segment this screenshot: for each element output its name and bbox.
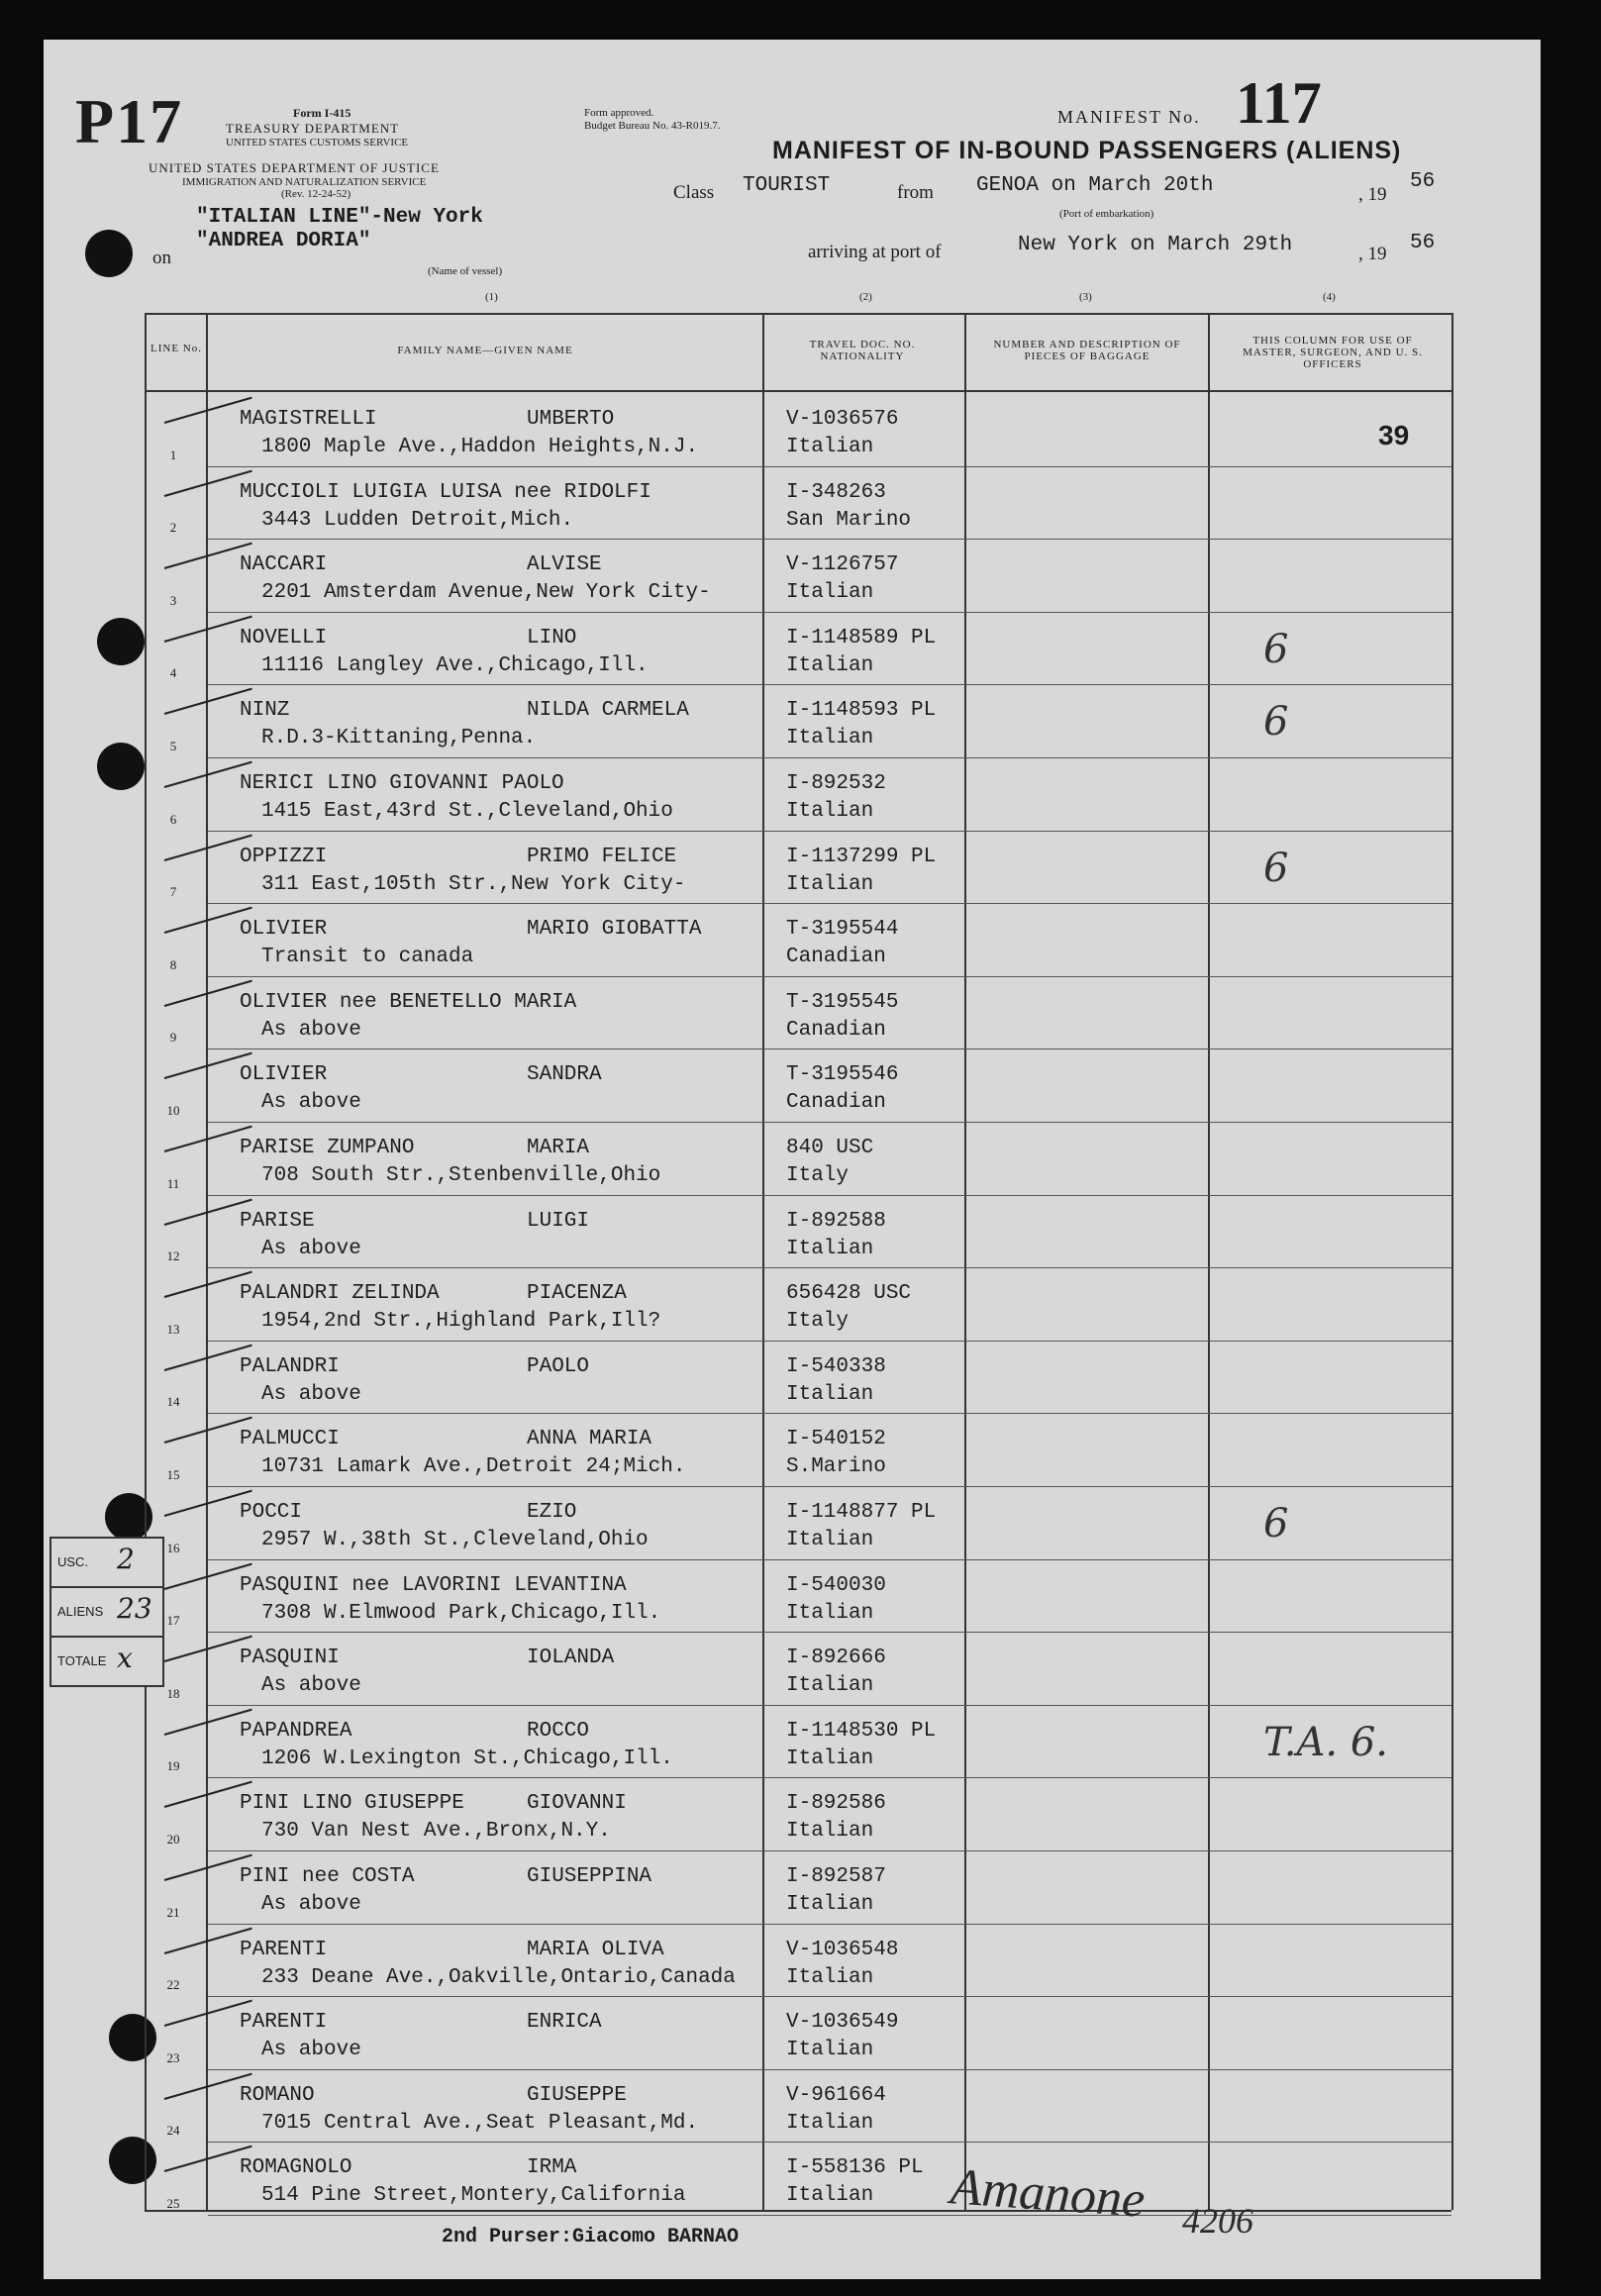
travel-doc-number: T-3195545 xyxy=(786,990,899,1014)
handwritten-note: 4206 xyxy=(1182,2201,1253,2241)
nationality: S.Marino xyxy=(786,1455,886,1479)
address: 730 Van Nest Ave.,Bronx,N.Y. xyxy=(261,1820,611,1844)
family-name: OLIVIER xyxy=(240,918,328,942)
address: 11116 Langley Ave.,Chicago,Ill. xyxy=(261,653,649,677)
table-row xyxy=(145,904,1451,977)
table-right-border xyxy=(1451,313,1453,2210)
port-embarkation-label: (Port of embarkation) xyxy=(1059,208,1154,220)
nationality: Italian xyxy=(786,1820,874,1844)
nationality: Italian xyxy=(786,1674,874,1698)
nationality: Italian xyxy=(786,436,874,458)
family-name: ROMAGNOLO xyxy=(240,2156,352,2180)
budget-bureau: Budget Bureau No. 43-R019.7. xyxy=(584,120,721,132)
family-name: NOVELLI xyxy=(240,626,328,649)
given-name: ANNA MARIA xyxy=(527,1428,652,1451)
travel-doc-number: T-3195546 xyxy=(786,1063,899,1087)
officer-note: 6 xyxy=(1263,699,1289,746)
address: R.D.3-Kittaning,Penna. xyxy=(261,727,537,750)
given-name: LINO xyxy=(527,626,577,649)
address: 1800 Maple Ave.,Haddon Heights,N.J. xyxy=(261,436,699,458)
table-row xyxy=(145,977,1451,1050)
baggage-header: NUMBER AND DESCRIPTION OF PIECES OF BAGGAGE xyxy=(993,339,1181,362)
family-name: PARENTI xyxy=(240,1938,328,1961)
address: 514 Pine Street,Montery,California xyxy=(261,2184,686,2208)
punch-hole xyxy=(97,618,145,665)
nationality: Canadian xyxy=(786,946,886,969)
nationality: Italy xyxy=(786,1164,850,1187)
from-value: GENOA on March 20th xyxy=(976,174,1214,197)
line-number: 22 xyxy=(166,1977,180,1993)
column-number: (3) xyxy=(1079,291,1092,303)
line-number: 17 xyxy=(166,1613,180,1629)
table-row xyxy=(145,540,1451,613)
travel-doc-number: V-961664 xyxy=(786,2083,886,2107)
travel-doc-number: I-892588 xyxy=(786,1209,886,1233)
purser-signature-line: 2nd Purser:Giacomo BARNAO xyxy=(442,2226,740,2248)
address: As above xyxy=(261,2039,361,2062)
travel-doc-number: I-1137299 PL xyxy=(786,845,937,868)
travel-doc-number: I-892532 xyxy=(786,772,886,795)
vessel-line: "ITALIAN LINE"-New York xyxy=(196,206,483,229)
given-name: NILDA CARMELA xyxy=(527,699,689,723)
given-name: PRIMO FELICE xyxy=(527,845,677,868)
line-number: 20 xyxy=(166,1831,180,1847)
manifest-label: MANIFEST No. xyxy=(1057,107,1201,127)
table-row xyxy=(145,685,1451,758)
travel-doc-number: 656428 USC xyxy=(786,1282,912,1306)
address: As above xyxy=(261,1382,361,1406)
line-number: 25 xyxy=(166,2195,180,2211)
line-number: 7 xyxy=(169,884,177,900)
arriving-value: New York on March 29th xyxy=(1018,234,1293,256)
table-row xyxy=(145,1925,1451,1998)
officer-note: 6 xyxy=(1263,1501,1289,1547)
travel-doc-number: I-892587 xyxy=(786,1865,886,1888)
family-name: OLIVIER xyxy=(240,1063,328,1087)
address: As above xyxy=(261,1674,361,1698)
officer-total: 39 xyxy=(1378,420,1410,450)
nationality: Italian xyxy=(786,1965,874,1989)
from-label: from xyxy=(897,182,934,203)
column-number: (1) xyxy=(485,291,498,303)
family-name: NINZ xyxy=(240,699,290,723)
line-number: 11 xyxy=(166,1175,180,1191)
table-row xyxy=(145,2070,1451,2144)
given-name: MARIO GIOBATTA xyxy=(527,918,702,942)
family-name: ROMANO xyxy=(240,2083,315,2107)
given-name: GIUSEPPE xyxy=(527,2083,627,2107)
year-value: 56 xyxy=(1410,232,1436,254)
table-row xyxy=(145,832,1451,905)
line-number: 5 xyxy=(169,738,177,753)
line-number: 9 xyxy=(169,1030,177,1046)
vessel-name-label: (Name of vessel) xyxy=(428,265,503,277)
given-name: IRMA xyxy=(527,2156,577,2180)
travel-doc-number: V-1036549 xyxy=(786,2011,899,2035)
line-number: 6 xyxy=(169,811,177,827)
family-name: PARENTI xyxy=(240,2011,328,2035)
address: 1954,2nd Str.,Highland Park,Ill? xyxy=(261,1310,661,1334)
table-row xyxy=(145,467,1451,541)
class-value: TOURIST xyxy=(743,174,831,197)
row-divider xyxy=(208,2215,1451,2216)
travel-doc-number: I-540030 xyxy=(786,1573,886,1597)
on-label: on xyxy=(152,248,171,268)
line-number: 12 xyxy=(166,1248,180,1264)
officer-note: T.A. 6. xyxy=(1263,1719,1388,1765)
line-number: 24 xyxy=(166,2123,180,2139)
nationality: Italian xyxy=(786,581,874,605)
table-row xyxy=(145,1778,1451,1851)
travel-doc-number: V-1036548 xyxy=(786,1938,899,1961)
table-row xyxy=(145,758,1451,832)
given-name: EZIO xyxy=(527,1501,577,1524)
treasury-department: TREASURY DEPARTMENT xyxy=(226,121,400,136)
family-name: MUCCIOLI LUIGIA LUISA nee RIDOLFI xyxy=(240,480,651,504)
total-count: TOTALE x xyxy=(57,1642,133,1674)
table-row xyxy=(145,394,1451,467)
address: 7015 Central Ave.,Seat Pleasant,Md. xyxy=(261,2111,699,2135)
address: 708 South Str.,Stenbenville,Ohio xyxy=(261,1164,661,1187)
address: As above xyxy=(261,1018,361,1042)
nationality: Italian xyxy=(786,1893,874,1916)
given-name: UMBERTO xyxy=(527,408,615,431)
line-number: 16 xyxy=(166,1540,180,1555)
manifest-number: 117 xyxy=(1236,70,1322,136)
family-name: PASQUINI xyxy=(240,1647,340,1670)
family-name: PARISE xyxy=(240,1209,315,1233)
table-row xyxy=(145,1414,1451,1487)
address: 1206 W.Lexington St.,Chicago,Ill. xyxy=(261,1747,673,1770)
nationality: Italian xyxy=(786,1382,874,1406)
given-name: GIOVANNI xyxy=(527,1792,627,1816)
table-row xyxy=(145,1196,1451,1269)
family-name: POCCI xyxy=(240,1501,303,1524)
line-number: 14 xyxy=(166,1394,180,1410)
given-name: ENRICA xyxy=(527,2011,602,2035)
column-number: (4) xyxy=(1323,291,1336,303)
nationality: Italian xyxy=(786,727,874,750)
family-name: PARISE ZUMPANO xyxy=(240,1137,415,1159)
nationality: Italian xyxy=(786,653,874,677)
travel-doc-number: T-3195544 xyxy=(786,918,899,942)
nationality: Italian xyxy=(786,2111,874,2135)
family-name: PALANDRI ZELINDA xyxy=(240,1282,440,1306)
class-label: Class xyxy=(673,182,715,203)
address: 1415 East,43rd St.,Cleveland,Ohio xyxy=(261,800,673,823)
address: 311 East,105th Str.,New York City- xyxy=(261,872,686,896)
handwritten-p17: P17 xyxy=(75,86,184,156)
family-name: OLIVIER nee BENETELLO MARIA xyxy=(240,990,577,1014)
form-revision: (Rev. 12-24-52) xyxy=(281,188,351,200)
nationality: Canadian xyxy=(786,1091,886,1115)
line-number: 23 xyxy=(166,2049,180,2065)
table-row xyxy=(145,2143,1451,2216)
address: As above xyxy=(261,1237,361,1260)
usc-count: USC. 2 xyxy=(51,1539,162,1588)
given-name: PIACENZA xyxy=(527,1282,627,1306)
immigration-service: IMMIGRATION AND NATURALIZATION SERVICE xyxy=(182,176,427,188)
nationality: Italian xyxy=(786,1747,874,1770)
nationality: Italian xyxy=(786,1237,874,1260)
address: 10731 Lamark Ave.,Detroit 24;Mich. xyxy=(261,1455,686,1479)
nationality: Italian xyxy=(786,2039,874,2062)
travel-doc-number: I-558136 PL xyxy=(786,2156,924,2180)
officer-note: 6 xyxy=(1263,845,1289,891)
table-row xyxy=(145,1997,1451,2070)
travel-doc-number: V-1036576 xyxy=(786,408,899,431)
officers-header: THIS COLUMN FOR USE OF MASTER, SURGEON, AND U. S. OFFICERS xyxy=(1243,335,1423,370)
nationality: Italy xyxy=(786,1310,850,1334)
manifest-title: MANIFEST OF IN-BOUND PASSENGERS (ALIENS) xyxy=(772,137,1402,164)
officer-note: 6 xyxy=(1263,626,1289,672)
given-name: GIUSEPPINA xyxy=(527,1865,652,1888)
table-row xyxy=(145,1560,1451,1634)
address: 233 Deane Ave.,Oakville,Ontario,Canada xyxy=(261,1965,736,1989)
family-name: PALANDRI xyxy=(240,1354,340,1378)
given-name: MARIA xyxy=(527,1137,590,1159)
line-number: 2 xyxy=(169,520,177,536)
travel-doc-number: I-892586 xyxy=(786,1792,886,1816)
travel-doc-number: I-1148589 PL xyxy=(786,626,937,649)
line-number: 15 xyxy=(166,1466,180,1482)
family-name: NACCARI xyxy=(240,553,328,577)
name-header: FAMILY NAME—GIVEN NAME xyxy=(397,345,573,356)
travel-doc-number: 840 USC xyxy=(786,1137,874,1159)
line-no-header: LINE No. xyxy=(150,343,202,354)
given-name: LUIGI xyxy=(527,1209,590,1233)
given-name: MARIA OLIVA xyxy=(527,1938,664,1961)
aliens-count: ALIENS 23 xyxy=(51,1588,162,1638)
nationality: Italian xyxy=(786,1529,874,1551)
travel-doc-number: I-1148530 PL xyxy=(786,1719,937,1743)
nationality: Italian xyxy=(786,872,874,896)
nationality: San Marino xyxy=(786,508,912,532)
line-number: 4 xyxy=(169,665,177,681)
travel-doc-number: I-1148593 PL xyxy=(786,699,937,723)
address: 3443 Ludden Detroit,Mich. xyxy=(261,508,574,532)
given-name: ALVISE xyxy=(527,553,602,577)
column-number: (2) xyxy=(859,291,872,303)
form-approved: Form approved. xyxy=(584,107,654,119)
line-number: 19 xyxy=(166,1758,180,1774)
given-name: SANDRA xyxy=(527,1063,602,1087)
nationality: Canadian xyxy=(786,1018,886,1042)
table-row xyxy=(145,1706,1451,1779)
line-number: 3 xyxy=(169,592,177,608)
table-row xyxy=(145,1268,1451,1342)
table-row xyxy=(145,1851,1451,1925)
given-name: IOLANDA xyxy=(527,1647,615,1670)
line-number: 10 xyxy=(166,1102,180,1118)
nationality: Italian xyxy=(786,800,874,823)
punch-hole xyxy=(85,230,133,277)
family-name: PALMUCCI xyxy=(240,1428,340,1451)
travel-doc-number: I-1148877 PL xyxy=(786,1501,937,1524)
travel-doc-number: I-348263 xyxy=(786,480,886,504)
nationality: Italian xyxy=(786,1601,874,1625)
form-number: Form I-415 xyxy=(293,106,351,120)
family-name: MAGISTRELLI xyxy=(240,408,377,431)
line-number: 13 xyxy=(166,1321,180,1337)
customs-service: UNITED STATES CUSTOMS SERVICE xyxy=(226,137,409,149)
arriving-label: arriving at port of xyxy=(808,242,942,262)
handwritten-signature: Amanone xyxy=(949,2158,1148,2229)
travel-doc-header: TRAVEL DOC. NO. NATIONALITY xyxy=(809,339,916,362)
table-row xyxy=(145,1487,1451,1560)
address: 2957 W.,38th St.,Cleveland,Ohio xyxy=(261,1529,649,1551)
line-number: 21 xyxy=(166,1904,180,1920)
totals-box xyxy=(50,1537,164,1687)
line-number: 18 xyxy=(166,1685,180,1701)
punch-hole xyxy=(97,743,145,790)
travel-doc-number: I-540338 xyxy=(786,1354,886,1378)
table-row xyxy=(145,1123,1451,1196)
year-value: 56 xyxy=(1410,170,1436,193)
travel-doc-number: V-1126757 xyxy=(786,553,899,577)
table-row xyxy=(145,1633,1451,1706)
family-name: PINI nee COSTA xyxy=(240,1865,415,1888)
table-header-divider xyxy=(145,390,1451,392)
travel-doc-number: I-892666 xyxy=(786,1647,886,1670)
nationality: Italian xyxy=(786,2184,874,2208)
given-name: ROCCO xyxy=(527,1719,590,1743)
address: 2201 Amsterdam Avenue,New York City- xyxy=(261,581,711,605)
year-prefix: , 19 xyxy=(1358,184,1387,205)
line-number: 8 xyxy=(169,956,177,972)
table-row xyxy=(145,613,1451,686)
line-number: 1 xyxy=(169,447,177,462)
address: As above xyxy=(261,1893,361,1916)
family-name: NERICI LINO GIOVANNI PAOLO xyxy=(240,772,564,795)
given-name: PAOLO xyxy=(527,1354,590,1378)
family-name: PASQUINI nee LAVORINI LEVANTINA xyxy=(240,1573,627,1597)
year-prefix: , 19 xyxy=(1358,244,1387,264)
family-name: OPPIZZI xyxy=(240,845,328,868)
department-of-justice: UNITED STATES DEPARTMENT OF JUSTICE xyxy=(149,160,440,175)
family-name: PINI LINO GIUSEPPE xyxy=(240,1792,464,1816)
family-name: PAPANDREA xyxy=(240,1719,352,1743)
address: Transit to canada xyxy=(261,946,474,969)
address: 7308 W.Elmwood Park,Chicago,Ill. xyxy=(261,1601,661,1625)
vessel-name: "ANDREA DORIA" xyxy=(196,230,371,252)
table-row xyxy=(145,1049,1451,1123)
travel-doc-number: I-540152 xyxy=(786,1428,886,1451)
address: As above xyxy=(261,1091,361,1115)
table-row xyxy=(145,1342,1451,1415)
table-top-border xyxy=(145,313,1451,315)
